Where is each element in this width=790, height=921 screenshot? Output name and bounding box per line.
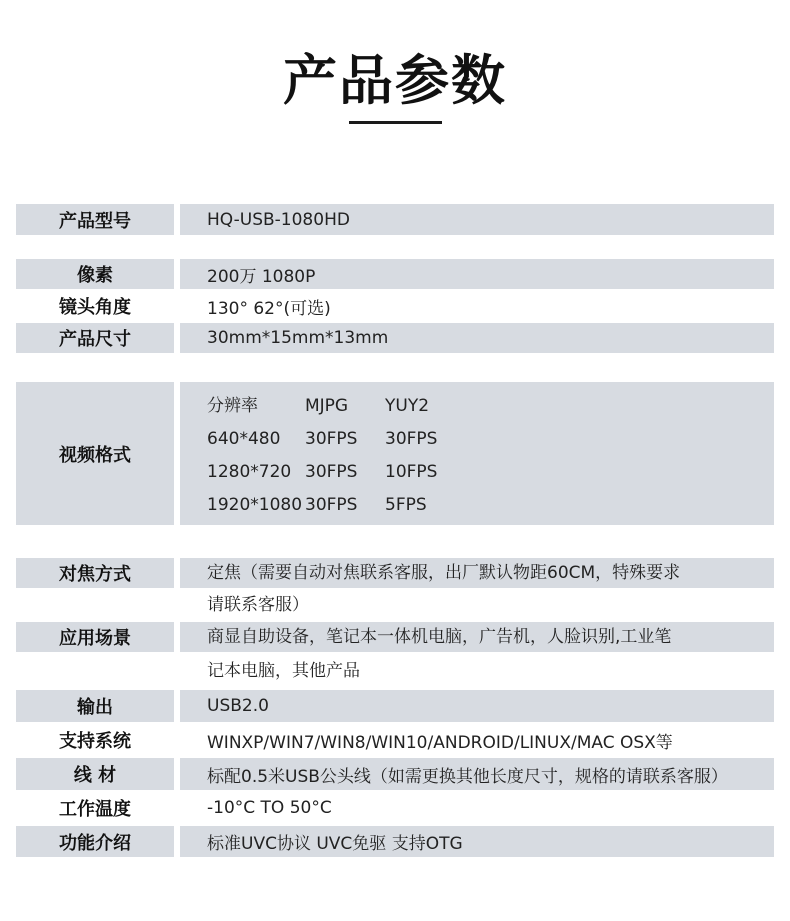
spec-label: 工作温度 bbox=[59, 799, 131, 820]
video-cell: 分辨率 bbox=[207, 396, 258, 416]
video-format-row bbox=[207, 456, 774, 489]
spec-row-cable bbox=[16, 758, 774, 790]
video-cell: 1280*720 bbox=[207, 462, 292, 482]
spec-row-scenes bbox=[16, 622, 774, 652]
spec-value-line: 请联系客服） bbox=[207, 595, 309, 615]
video-cell: 1920*1080 bbox=[207, 495, 303, 515]
spec-row-temp bbox=[16, 792, 774, 824]
spec-row-lens bbox=[16, 291, 774, 321]
spec-label: 支持系统 bbox=[59, 731, 131, 752]
spec-value: USB2.0 bbox=[180, 690, 774, 722]
spec-row-scenes-cont bbox=[16, 656, 774, 686]
spec-value: 标准UVC协议 UVC免驱 支持OTG bbox=[180, 826, 774, 857]
video-format-row bbox=[207, 489, 774, 522]
video-cell: 5FPS bbox=[385, 495, 427, 515]
spec-label: 产品尺寸 bbox=[16, 323, 174, 353]
spec-label: 像素 bbox=[16, 259, 174, 289]
spec-row-os bbox=[16, 724, 774, 756]
spec-label: 对焦方式 bbox=[16, 558, 174, 588]
spec-row-size bbox=[16, 323, 774, 353]
spec-row-focus-cont bbox=[16, 590, 774, 620]
video-cell: 30FPS bbox=[305, 462, 358, 482]
video-format-row bbox=[207, 423, 774, 456]
spec-label: 应用场景 bbox=[16, 622, 174, 652]
spec-value: -10°C TO 50°C bbox=[207, 798, 332, 818]
spec-value: WINXP/WIN7/WIN8/WIN10/ANDROID/LINUX/MAC OSX等 bbox=[207, 732, 673, 753]
video-cell: YUY2 bbox=[385, 396, 430, 416]
video-cell: MJPG bbox=[305, 396, 349, 416]
spec-label: 功能介绍 bbox=[16, 826, 174, 857]
spec-value: 30mm*15mm*13mm bbox=[180, 323, 774, 353]
spec-label: 产品型号 bbox=[16, 204, 174, 235]
spec-label: 线 材 bbox=[16, 758, 174, 790]
spec-row-video bbox=[16, 382, 774, 525]
spec-row-output bbox=[16, 690, 774, 722]
video-cell: 30FPS bbox=[385, 429, 438, 449]
spec-value: 130° 62°(可选) bbox=[207, 298, 331, 319]
spec-row-focus bbox=[16, 558, 774, 588]
spec-label: 视频格式 bbox=[16, 382, 174, 525]
spec-value-line: 商显自助设备，笔记本一体机电脑，广告机，人脸识别,工业笔 bbox=[207, 627, 672, 647]
spec-row-func bbox=[16, 826, 774, 857]
spec-value-line: 记本电脑，其他产品 bbox=[207, 661, 360, 681]
video-cell: 30FPS bbox=[305, 429, 358, 449]
video-cell: 640*480 bbox=[207, 429, 281, 449]
spec-value: 标配0.5米USB公头线（如需更换其他长度尺寸，规格的请联系客服） bbox=[180, 758, 774, 790]
spec-label: 镜头角度 bbox=[59, 297, 131, 318]
spec-label: 输出 bbox=[16, 690, 174, 722]
spec-value: HQ-USB-1080HD bbox=[180, 204, 774, 235]
spec-row-model bbox=[16, 204, 774, 235]
video-format-table bbox=[180, 382, 774, 525]
title-underline bbox=[349, 121, 442, 124]
spec-row-pixels bbox=[16, 259, 774, 289]
page-title: 产品参数 bbox=[283, 49, 507, 112]
spec-value: 200万 1080P bbox=[180, 259, 774, 289]
video-format-header bbox=[207, 390, 774, 423]
spec-value-line: 定焦（需要自动对焦联系客服，出厂默认物距60CM，特殊要求 bbox=[207, 563, 681, 583]
video-cell: 30FPS bbox=[305, 495, 358, 515]
video-cell: 10FPS bbox=[385, 462, 438, 482]
